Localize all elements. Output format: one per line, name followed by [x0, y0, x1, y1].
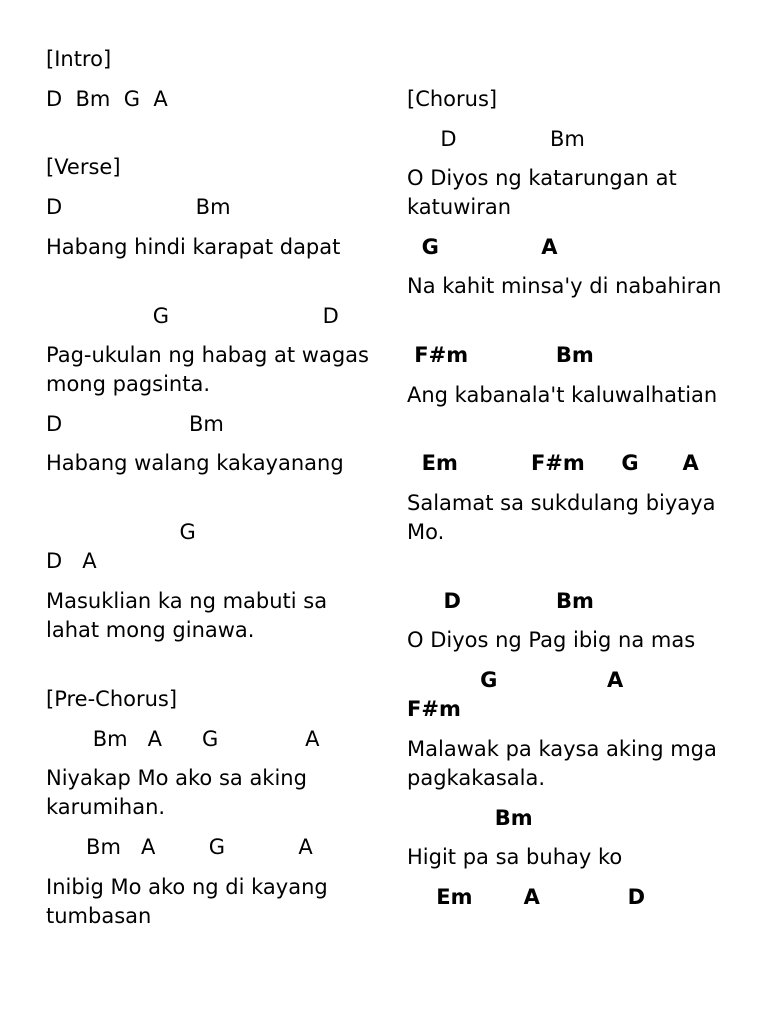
chord-line: Bm	[407, 806, 533, 830]
chord-line: G	[46, 520, 196, 544]
chord-line: D Bm	[407, 589, 594, 613]
chord-line: Em F#m G A	[407, 451, 699, 475]
lyric-line: Niyakap Mo ako sa aking karumihan.	[46, 766, 307, 819]
chord-line: Bm A G A	[46, 835, 313, 859]
chord-line: D Bm	[46, 195, 231, 219]
lyric-line: Pag-ukulan ng habag at wagas mong pagsinta.	[46, 343, 369, 396]
verse-label: [Verse]	[46, 155, 121, 179]
chord-line: G A	[407, 668, 624, 692]
lyric-line: Inibig Mo ako ng di kayang tumbasan	[46, 875, 328, 928]
chord-line: F#m	[407, 697, 461, 721]
lyric-line: O Diyos ng Pag ibig na mas	[407, 628, 696, 652]
lyric-line: Masuklian ka ng mabuti sa lahat mong ginawa.	[46, 589, 328, 642]
chord-line: Em A D	[407, 885, 646, 909]
lyric-line: Malawak pa kaysa aking mga pagkakasala.	[407, 737, 717, 790]
intro-chords: D Bm G A	[46, 87, 168, 111]
chord-line: G A	[407, 235, 558, 259]
lyric-line: Na kahit minsa'y di nabahiran	[407, 274, 722, 298]
chord-line: Bm A G A	[46, 727, 320, 751]
lyric-line: Ang kabanala't kaluwalhatian	[407, 383, 718, 407]
lyric-line: Salamat sa sukdulang biyaya Mo.	[407, 491, 716, 544]
chord-line: D Bm	[46, 412, 224, 436]
lyric-line: Higit pa sa buhay ko	[407, 845, 623, 869]
chord-line: D Bm	[407, 127, 585, 151]
lyric-line: Habang hindi karapat dapat	[46, 235, 341, 259]
chord-line: G D	[46, 304, 339, 328]
lyric-line: O Diyos ng katarungan at katuwiran	[407, 166, 677, 219]
chord-line: D A	[46, 549, 97, 573]
intro-label: [Intro]	[46, 47, 112, 71]
chorus-label: [Chorus]	[407, 87, 498, 111]
prechorus-label: [Pre-Chorus]	[46, 687, 178, 711]
lyric-line: Habang walang kakayanang	[46, 451, 344, 475]
chord-line: F#m Bm	[407, 343, 594, 367]
